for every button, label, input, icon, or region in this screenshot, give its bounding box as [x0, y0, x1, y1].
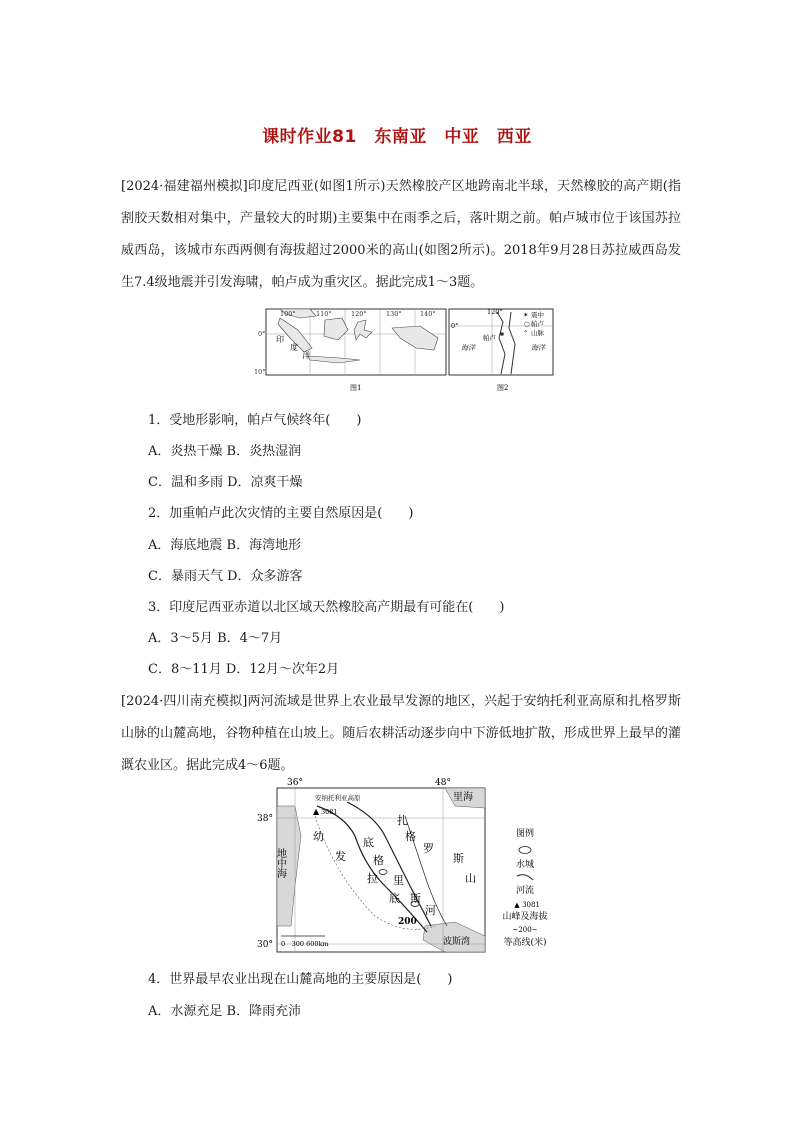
zagros-char: 格 — [405, 830, 416, 843]
lon-label: 48° — [435, 778, 451, 788]
legend-river: 河流 — [515, 886, 535, 896]
svg-text:地中海: 地中海 — [274, 848, 286, 878]
map2-lon-label: 120° — [487, 308, 503, 316]
lat-label: 10° — [254, 368, 266, 376]
question-4: 4．世界最早农业出现在山麓高地的主要原因是( ) — [148, 972, 453, 987]
tigris-char: 里 — [393, 874, 404, 887]
palu-label: 帕卢 — [483, 334, 496, 342]
passage-1: [2024·福建福州模拟]印度尼西亚(如图1所示)天然橡胶产区地跨南北半球，天然橡胶的高产期(指割胶天数相对集中，产量较大的时期)主要集中在雨季之后，落叶期之前。帕卢城市位于该国苏拉威西岛，该城市东西两侧有海拔超过2000米的高山(如图2所示)。2018年9月28日苏拉威西岛发生7.4级地震并引发海啸，帕卢成为重灾区。据此完成1～3题。 — [121, 179, 681, 290]
indonesia-map-figure — [220, 308, 450, 394]
legend-peak: 山峰及海拔 — [502, 912, 548, 922]
question-3-options-ab: A．3～5月 B．4～7月 — [148, 631, 283, 646]
palu-city-marker — [500, 332, 504, 336]
map-legend — [502, 827, 547, 948]
question-1: 1．受地形影响，帕卢气候终年( ) — [148, 413, 362, 428]
legend-river-icon — [517, 875, 533, 880]
euphrates-char: 拉 — [367, 872, 378, 885]
tigris-char: 斯 — [410, 892, 421, 905]
plateau-label: 安纳托利亚高原 — [315, 794, 361, 802]
euphrates-char: 幼 — [313, 830, 324, 843]
sea-label: 海洋 — [531, 344, 545, 352]
question-2-options-cd: C．暴雨天气 D．众多游客 — [148, 569, 303, 584]
mountain-icon: ⌃ — [523, 329, 529, 337]
tigris-char: 格 — [373, 854, 384, 867]
peak-value: 3081 — [321, 808, 338, 816]
euphrates-char: 底 — [389, 892, 400, 905]
map1-label: 度 — [290, 343, 298, 352]
lon-label: 130° — [386, 310, 402, 318]
sea-label: 海洋 — [461, 344, 475, 352]
lon-label: 120° — [351, 310, 367, 318]
legend-palu: 帕卢 — [531, 320, 544, 328]
legend-city-icon — [519, 847, 531, 854]
legend-epicenter: 震中 — [531, 311, 544, 319]
tigris-river — [347, 802, 431, 926]
contour-value: 200 — [398, 917, 417, 927]
zagros-char: 扎 — [397, 814, 408, 827]
map1-label: 印 — [276, 335, 284, 344]
zagros-char: 山 — [465, 872, 476, 885]
caspian-label: 里海 — [453, 792, 473, 803]
question-1-options-cd: C．温和多雨 D．凉爽干燥 — [148, 475, 303, 490]
city-icon: ○ — [524, 320, 530, 328]
passage-2: [2024·四川南充模拟]两河流域是世界上农业最早发源的地区，兴起于安纳托利亚高原和扎格罗斯山脉的山麓高地，谷物种植在山坡上。随后农耕活动逐步向中下游低地扩散，形成世界上最早的灌溉农业区。据此完成4～6题。 — [121, 694, 681, 773]
page-title: 课时作业81 东南亚 中亚 西亚 — [262, 127, 532, 147]
question-4-options-ab: A．水源充足 B．降雨充沛 — [148, 1004, 302, 1019]
lat-label: 30° — [257, 940, 273, 950]
legend-peak-icon: ▲ — [514, 901, 520, 909]
map1-label: 洋 — [302, 351, 310, 360]
epicenter-icon: ✶ — [523, 311, 529, 319]
legend-city: 水城 — [515, 860, 535, 870]
legend-peak-value: 3081 — [522, 901, 540, 909]
question-2-options-ab: A．海底地震 B．海湾地形 — [148, 538, 302, 553]
legend-mountain: 山脉 — [531, 329, 544, 337]
lat-label: 0° — [258, 330, 266, 338]
scale-label: 0 300 600km — [281, 940, 329, 948]
question-1-options-ab: A．炎热干燥 B．炎热湿润 — [148, 444, 302, 459]
legend-contour: 等高线(米) — [503, 938, 547, 948]
lon-label: 36° — [287, 778, 303, 788]
zagros-char: 斯 — [453, 852, 464, 865]
euphrates-char: 发 — [335, 850, 346, 863]
city-marker — [379, 870, 387, 875]
figure-2-caption: 图2 — [497, 384, 509, 392]
tigris-char: 河 — [425, 904, 436, 917]
question-2: 2．加重帕卢此次灾情的主要自然原因是( ) — [148, 506, 414, 521]
figure-1-caption: 图1 — [350, 384, 362, 392]
lon-label: 100° — [280, 310, 296, 318]
mesopotamia-map-figure — [255, 776, 595, 956]
zagros-char: 罗 — [423, 842, 434, 855]
legend-contour-value: ~200~ — [512, 926, 538, 934]
lon-label: 110° — [316, 310, 332, 318]
peak-icon: ▲ — [313, 807, 320, 816]
question-3: 3．印度尼西亚赤道以北区域天然橡胶高产期最有可能在( ) — [148, 600, 505, 615]
palu-map-figure — [447, 308, 557, 394]
gulf-label: 波斯湾 — [443, 937, 471, 947]
lon-label: 140° — [420, 310, 436, 318]
map2-lat-label: 0° — [451, 322, 459, 330]
question-3-options-cd: C．8～11月 D．12月～次年2月 — [148, 662, 340, 677]
mediterranean-label — [275, 847, 287, 878]
legend-title: 图例 — [515, 829, 535, 839]
lat-label: 38° — [257, 814, 273, 824]
map2-legend — [523, 310, 545, 337]
tigris-char: 底 — [363, 836, 374, 849]
